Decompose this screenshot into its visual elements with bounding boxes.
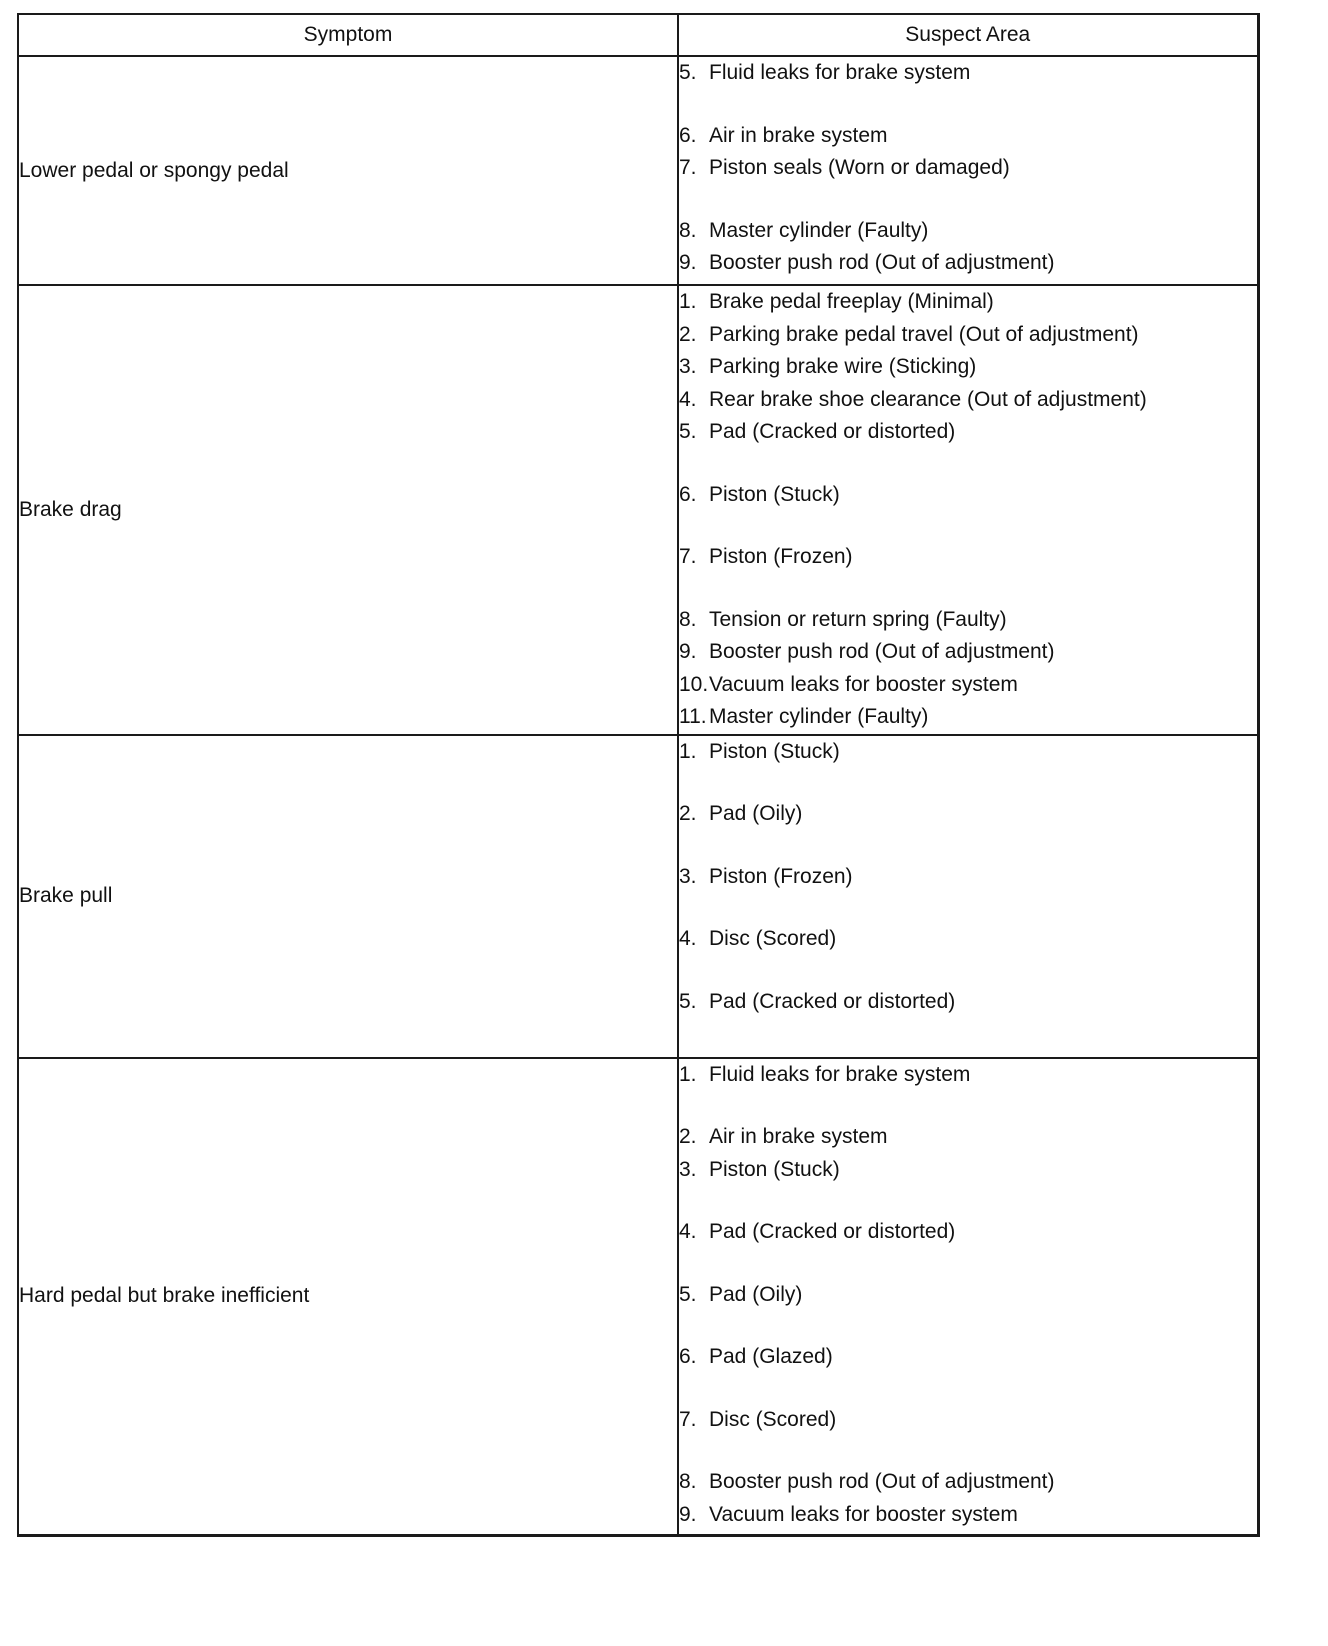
- suspect-item: [679, 861, 1257, 894]
- suspect-item: [679, 215, 1257, 248]
- suspect-item-number: 5.: [679, 1282, 697, 1306]
- symptom-cell: Brake pull: [18, 735, 678, 1058]
- suspect-item-text: Pad (Cracked or distorted): [709, 1220, 956, 1243]
- suspect-item-number: 9.: [679, 1502, 697, 1526]
- suspect-item-text: Pad (Glazed): [709, 1345, 833, 1368]
- suspect-item-number: 5.: [679, 61, 697, 84]
- suspect-item-number: 2.: [679, 322, 697, 346]
- suspect-item-text: Pad (Oily): [709, 1282, 803, 1306]
- suspect-item-number: 6.: [679, 123, 697, 147]
- table-row: [18, 56, 1258, 285]
- suspect-item-number: 10.: [679, 672, 709, 696]
- table-row: [18, 285, 1258, 735]
- suspect-item: [679, 1216, 1257, 1249]
- suspect-item: [679, 1341, 1257, 1374]
- suspect-item: [679, 736, 1257, 769]
- symptom-table: [17, 13, 1260, 1537]
- suspect-item-text: Piston (Frozen): [709, 545, 853, 568]
- suspect-item-text: Piston (Stuck): [709, 739, 840, 763]
- suspect-item-number: 4.: [679, 1220, 697, 1243]
- suspect-item: [679, 701, 1257, 734]
- suspect-item-text: Air in brake system: [709, 1125, 888, 1148]
- suspect-item-number: 7.: [679, 156, 697, 179]
- table-row: [18, 1058, 1258, 1536]
- suspect-item-number: 9.: [679, 640, 697, 663]
- suspect-item-number: 3.: [679, 864, 697, 888]
- suspect-item-number: 7.: [679, 1407, 697, 1431]
- suspect-item: [679, 604, 1257, 637]
- suspect-item: [679, 416, 1257, 449]
- suspect-item-number: 1.: [679, 739, 697, 763]
- suspect-item-number: 3.: [679, 1157, 697, 1181]
- suspect-item-text: Vacuum leaks for booster system: [709, 1502, 1018, 1526]
- suspect-item-text: Rear brake shoe clearance (Out of adjustment): [709, 387, 1147, 411]
- suspect-item-number: 6.: [679, 1345, 697, 1368]
- suspect-item-number: 1.: [679, 290, 697, 313]
- suspect-item-number: 8.: [679, 607, 697, 631]
- symptom-cell: Lower pedal or spongy pedal: [18, 56, 678, 285]
- suspect-item: [679, 319, 1257, 352]
- suspect-item-text: Booster push rod (Out of adjustment): [709, 640, 1055, 663]
- suspect-item: [679, 1279, 1257, 1312]
- suspect-item-text: Booster push rod (Out of adjustment): [709, 251, 1055, 274]
- suspect-item: [679, 479, 1257, 512]
- suspect-item-text: Disc (Scored): [709, 1407, 837, 1431]
- suspect-item: [679, 120, 1257, 153]
- suspect-item-number: 4.: [679, 387, 697, 411]
- suspect-item-number: 6.: [679, 482, 697, 506]
- table-body: [18, 56, 1258, 1536]
- suspect-item: [679, 923, 1257, 956]
- suspect-item-text: Piston (Frozen): [709, 864, 853, 888]
- header-symptom: Symptom: [18, 14, 678, 56]
- suspect-item-text: Fluid leaks for brake system: [709, 1062, 971, 1086]
- suspect-item-text: Booster push rod (Out of adjustment): [709, 1470, 1055, 1493]
- header-row: [18, 14, 1258, 56]
- suspect-item: [679, 286, 1257, 319]
- symptom-cell: Brake drag: [18, 285, 678, 735]
- suspect-item: [679, 152, 1257, 185]
- suspect-item-text: Parking brake pedal travel (Out of adjustment): [709, 322, 1139, 346]
- suspect-item-number: 1.: [679, 1062, 697, 1086]
- suspect-item-number: 2.: [679, 1125, 697, 1148]
- suspect-item-text: Fluid leaks for brake system: [709, 61, 971, 84]
- suspect-area-cell: [678, 735, 1258, 1058]
- suspect-item: [679, 636, 1257, 669]
- suspect-item: [679, 1404, 1257, 1437]
- suspect-item-text: Tension or return spring (Faulty): [709, 607, 1007, 631]
- suspect-item: [679, 798, 1257, 831]
- suspect-item-text: Pad (Cracked or distorted): [709, 420, 956, 443]
- suspect-item-number: 9.: [679, 251, 697, 274]
- suspect-item-text: Vacuum leaks for booster system: [709, 672, 1018, 696]
- suspect-area-cell: [678, 1058, 1258, 1536]
- suspect-item-text: Brake pedal freeplay (Minimal): [709, 290, 994, 313]
- suspect-area-cell: [678, 56, 1258, 285]
- suspect-item-number: 2.: [679, 802, 697, 825]
- suspect-item: [679, 57, 1257, 90]
- suspect-item-number: 4.: [679, 927, 697, 950]
- suspect-item-number: 7.: [679, 545, 697, 568]
- symptom-cell: Hard pedal but brake inefficient: [18, 1058, 678, 1536]
- suspect-item: [679, 1466, 1257, 1499]
- suspect-item-text: Pad (Cracked or distorted): [709, 989, 956, 1013]
- suspect-item-number: 11.: [679, 705, 707, 728]
- suspect-item-text: Piston (Stuck): [709, 1157, 840, 1181]
- suspect-item: [679, 384, 1257, 417]
- suspect-item-text: Master cylinder (Faulty): [709, 705, 929, 728]
- suspect-item-number: 8.: [679, 1470, 697, 1493]
- header-suspect-area: Suspect Area: [678, 14, 1258, 56]
- suspect-item-text: Piston seals (Worn or damaged): [709, 156, 1010, 179]
- suspect-area-cell: [678, 285, 1258, 735]
- suspect-item-text: Master cylinder (Faulty): [709, 218, 929, 242]
- suspect-item: [679, 351, 1257, 384]
- suspect-item: [679, 986, 1257, 1019]
- suspect-item-text: Air in brake system: [709, 123, 888, 147]
- suspect-item: [679, 669, 1257, 702]
- suspect-item-text: Pad (Oily): [709, 802, 803, 825]
- suspect-item-text: Parking brake wire (Sticking): [709, 355, 977, 378]
- suspect-item-text: Piston (Stuck): [709, 482, 840, 506]
- suspect-item: [679, 1121, 1257, 1154]
- suspect-item-number: 3.: [679, 355, 697, 378]
- suspect-item-text: Disc (Scored): [709, 927, 837, 950]
- suspect-item-number: 5.: [679, 420, 697, 443]
- suspect-item-number: 5.: [679, 989, 697, 1013]
- suspect-item: [679, 1499, 1257, 1532]
- suspect-item: [679, 541, 1257, 574]
- suspect-item: [679, 1059, 1257, 1092]
- suspect-item: [679, 1154, 1257, 1187]
- table-row: [18, 735, 1258, 1058]
- suspect-item: [679, 247, 1257, 280]
- suspect-item-number: 8.: [679, 218, 697, 242]
